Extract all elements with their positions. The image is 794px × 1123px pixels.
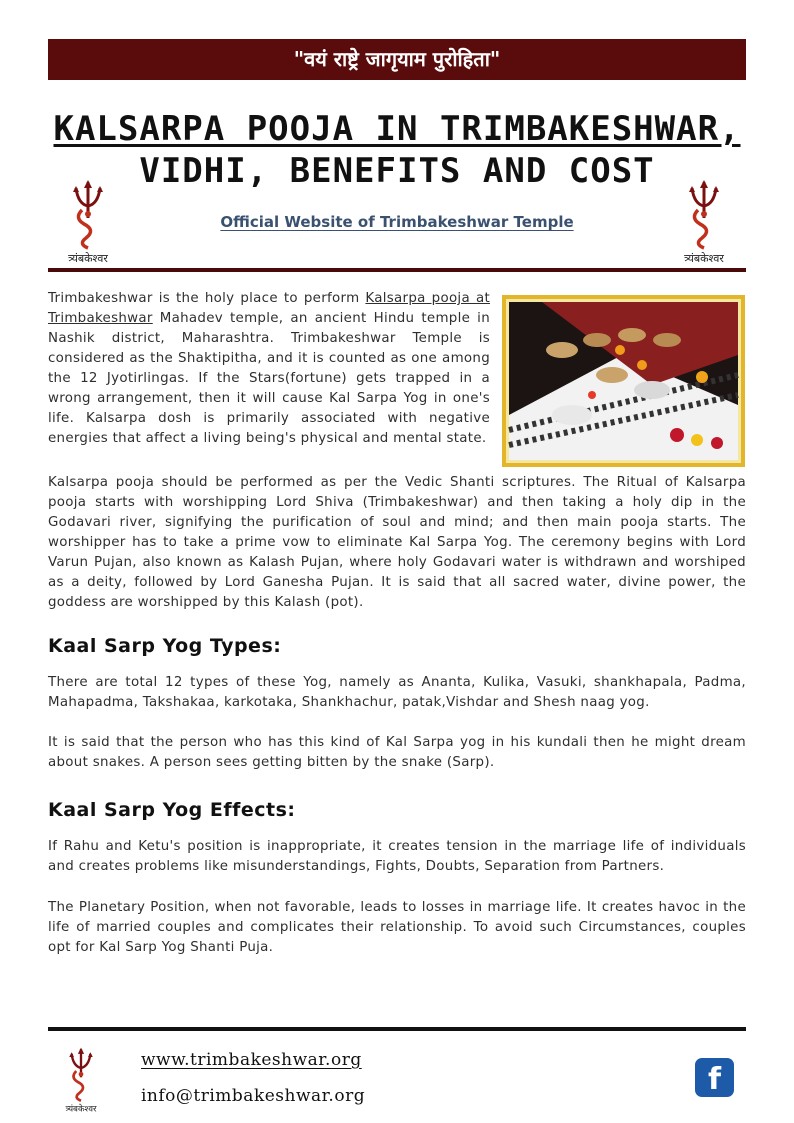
- title-line-1: KALSARPA POOJA IN TRIMBAKESHWAR,: [53, 109, 741, 149]
- intro-prefix: Trimbakeshwar is the holy place to perform: [48, 291, 366, 306]
- logo-caption: त्र्यंबकेश्वर: [684, 252, 724, 265]
- types-paragraph-2: It is said that the person who has this kind of Kal Sarpa yog in his kundali then he might dream about snakes. A person sees getting bitten by the snake (Sarp).: [48, 735, 746, 770]
- logo-caption: त्र्यंबकेश्वर: [65, 1104, 97, 1115]
- intro-paragraph: [48, 289, 490, 449]
- types-heading: Kaal Sarp Yog Types:: [48, 635, 282, 657]
- types-paragraph-1: There are total 12 types of these Yog, namely as Ananta, Kulika, Vasuki, shankhapala, Padma, Mahapadma, Takshakaa, karkotaka, Shankhachur, patak,Vishdar and Shesh naag yog.: [48, 675, 746, 710]
- facebook-icon[interactable]: [695, 1058, 734, 1097]
- header-divider: [48, 268, 746, 272]
- official-website-link[interactable]: Official Website of Trimbakeshwar Temple: [220, 213, 574, 231]
- motto-banner: [48, 39, 746, 80]
- ritual-paragraph: Kalsarpa pooja should be performed as per the Vedic Shanti scriptures. The Ritual of Kalsarpa pooja starts with worshipping Lord Shiva (Trimbakeshwar) and then taking a holy dip in the Godavari river, signifying the purification of soul and mind; and then main pooja starts. The worshipper has to take a prime vow to eliminate Kal Sarpa Yog. The ceremony begins with Lord Varun Pujan, also known as Kalash Pujan, where holy Godavari water is withdrawn and worshiped as a deity, followed by Lord Ganesha Pujan. It is said that all sacred water, divine power, the goddess are worshipped by this Kalash (pot).: [48, 475, 746, 610]
- logo-caption: त्र्यंबकेश्वर: [68, 252, 108, 265]
- facebook-glyph: f: [707, 1062, 722, 1097]
- footer-email-link[interactable]: info@trimbakeshwar.org: [141, 1086, 366, 1106]
- effects-heading: Kaal Sarp Yog Effects:: [48, 799, 296, 821]
- effects-paragraph-2: The Planetary Position, when not favorable, leads to losses in marriage life. It creates havoc in the life of married couples and complicates their relationship. To avoid such Circumstances, couples opt for Kal Sarp Yog Shanti Puja.: [48, 900, 746, 955]
- footer-divider: [48, 1027, 746, 1031]
- pooja-photo: [502, 295, 745, 467]
- footer-website-link[interactable]: www.trimbakeshwar.org: [141, 1050, 362, 1070]
- intro-suffix: Mahadev temple, an ancient Hindu temple in Nashik district, Maharashtra. Trimbakeshwar Temple is considered as the Shaktipitha, and it is counted as one among the 12 Jyotirlingas. If the Stars(fortune) gets trapped in a wrong arrangement, then it will cause Kal Sarpa Yog in one's life. Kalsarpa dosh is primarily associated with negative energies that affect a living being's physical and mental state.: [48, 311, 490, 446]
- motto-text: "वयं राष्ट्रे जागृयाम पुरोहिता": [293, 47, 501, 71]
- effects-paragraph-1: If Rahu and Ketu's position is inappropriate, it creates tension in the marriage life of individuals and creates problems like misunderstandings, Fights, Doubts, Separation from Partners.: [48, 839, 746, 874]
- page-title: [48, 108, 746, 192]
- kalsarpa-pooja-link[interactable]: Kalsarpa pooja at Trimbakeshwar: [48, 291, 490, 326]
- title-line-2: VIDHI, BENEFITS AND COST: [139, 151, 655, 191]
- trishul-logo-icon: [672, 178, 736, 270]
- trishul-logo-icon: [53, 1046, 109, 1118]
